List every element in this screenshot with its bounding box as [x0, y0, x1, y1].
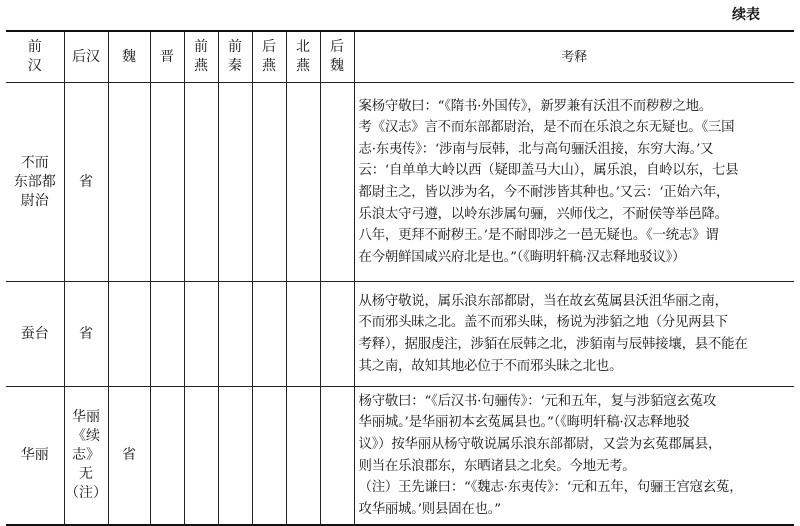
note-line: 攻华丽城。’则县固在也。” — [358, 501, 501, 517]
cell-text: 志》 — [72, 447, 100, 463]
cell-hou-yan — [252, 282, 286, 387]
cell-jin — [150, 83, 184, 282]
header-text: 后 — [330, 39, 344, 55]
cell-text: 华丽 — [72, 409, 100, 425]
note-line: 云：‘自单单大岭以西（疑即盖马大山），属乐浪，自岭以东，七县 — [358, 163, 739, 179]
header-text: 魏 — [122, 48, 136, 65]
note-line: 杨守敬曰：“《后汉书·句骊传》：‘元和五年，复与涉貊寇玄菟攻 — [358, 393, 717, 409]
note-line: （注）王先谦曰：“《魏志·东夷传》：‘元和五年，句骊王宫寇玄菟， — [358, 480, 743, 496]
col-header-qian-qin — [218, 31, 252, 83]
cell-hou-han — [64, 83, 108, 282]
header-text: 前 — [228, 39, 242, 55]
cell-text: 省 — [122, 447, 136, 463]
cell-hou-han — [64, 282, 108, 387]
cell-notes — [354, 282, 794, 387]
note-line: 从杨守敬说，属乐浪东部都尉，当在故玄菟属县沃沮华丽之南， — [358, 293, 728, 309]
cell-notes — [354, 387, 794, 526]
cell-qian-qin — [218, 387, 252, 526]
cell-qian-yan — [184, 387, 218, 526]
table-row — [6, 387, 794, 526]
cell-text: 华丽 — [20, 447, 49, 463]
note-line: 华丽城。’是华丽初本玄菟属县也。”（《晦明轩稿·汉志释地驳 — [358, 415, 690, 431]
cell-hou-yan — [252, 387, 286, 526]
col-header-qian-han — [6, 31, 64, 83]
cell-text: 蚕台 — [20, 325, 49, 342]
cell-notes — [354, 83, 794, 282]
note-line: 都尉主之，皆以涉为名，今不耐涉皆其种也。’又云：‘正始六年， — [358, 185, 730, 200]
note-line: 考释），据服虔注，涉貊在辰韩之北，涉貊南与辰韩接壤，县不能在 — [358, 337, 748, 352]
header-text: 前 — [27, 39, 42, 55]
cell-wei — [108, 387, 150, 526]
cell-text: 尉治 — [20, 192, 49, 209]
header-text: 魏 — [330, 58, 344, 74]
header-text: 后 — [262, 39, 276, 55]
note-line: 其之南，故知其地必位于不而邪头昧之北也。 — [358, 358, 623, 374]
col-header-hou-yan — [252, 31, 286, 83]
header-text: 秦 — [228, 58, 242, 74]
cell-hou-yan — [252, 83, 286, 282]
note-line: 乐浪太守弓遵，以岭东涉属句骊，兴师伐之，不耐侯等举邑降。 — [358, 206, 728, 222]
note-line: 则当在乐浪郡东，东晒诸县之北矣。今地无考。 — [358, 458, 636, 474]
note-line: 志·东夷传》：‘涉南与辰韩，北与高句骊沃沮接，东穷大海。’又 — [358, 141, 714, 157]
header-text: 燕 — [194, 58, 208, 74]
col-header-notes — [354, 31, 794, 83]
col-header-hou-han — [64, 31, 108, 83]
cell-wei — [108, 83, 150, 282]
header-text: 前 — [194, 39, 208, 55]
header-row — [6, 31, 794, 83]
cell-text: 无 — [79, 466, 93, 482]
col-header-hou-wei — [320, 31, 354, 83]
cell-jin — [150, 282, 184, 387]
header-text: 北 — [296, 39, 310, 55]
cell-text: 东部都 — [13, 173, 56, 190]
cell-hou-wei — [320, 83, 354, 282]
continued-label: 续表 — [732, 7, 760, 23]
cell-wei — [108, 282, 150, 387]
note-line: 议》）按华丽从杨守敬说属乐浪东部都尉，又尝为玄菟郡属县， — [358, 436, 722, 452]
cell-qian-yan — [184, 282, 218, 387]
cell-bei-yan — [286, 83, 320, 282]
header-text: 汉 — [27, 58, 42, 74]
cell-qian-yan — [184, 83, 218, 282]
table-row — [6, 83, 794, 282]
note-line: 八年，更拜不耐秽王。’是不耐即涉之一邑无疑也。《一统志》谓 — [358, 228, 719, 244]
col-header-wei — [108, 31, 150, 83]
note-line: 在今朝鲜国咸兴府北是也。”（《晦明轩稿·汉志释地驳议》） — [358, 249, 686, 265]
col-header-jin — [150, 31, 184, 83]
note-line: 考《汉志》言不而东部都尉治，是不而在乐浪之东无疑也。《三国 — [358, 120, 735, 136]
cell-bei-yan — [286, 282, 320, 387]
cell-qian-qin — [218, 282, 252, 387]
cell-qian-han — [6, 282, 64, 387]
header-text: 晋 — [160, 48, 174, 65]
note-line: 案杨守敬曰：“《隋书·外国传》，新罗兼有沃沮不而秽秽之地。 — [358, 98, 712, 114]
col-header-qian-yan — [184, 31, 218, 83]
table-row — [6, 282, 794, 387]
header-text: 考释 — [561, 49, 588, 65]
cell-text: 省 — [79, 173, 93, 190]
cell-hou-wei — [320, 282, 354, 387]
cell-qian-han — [6, 83, 64, 282]
cell-qian-han — [6, 387, 64, 526]
gazetteer-table — [6, 30, 794, 526]
cell-text: 《续 — [72, 428, 100, 444]
cell-hou-wei — [320, 387, 354, 526]
note-line: 不而邪头昧之北。盖不而邪头昧，杨说为涉貊之地（分见两县下 — [358, 315, 728, 331]
cell-jin — [150, 387, 184, 526]
header-text: 后汉 — [72, 48, 100, 65]
cell-hou-han — [64, 387, 108, 526]
cell-text: 省 — [79, 325, 93, 342]
cell-bei-yan — [286, 387, 320, 526]
cell-text: （注） — [65, 485, 107, 501]
cell-qian-qin — [218, 83, 252, 282]
header-text: 燕 — [262, 58, 276, 74]
cell-text: 不而 — [20, 154, 49, 171]
header-text: 燕 — [296, 58, 310, 74]
col-header-bei-yan — [286, 31, 320, 83]
